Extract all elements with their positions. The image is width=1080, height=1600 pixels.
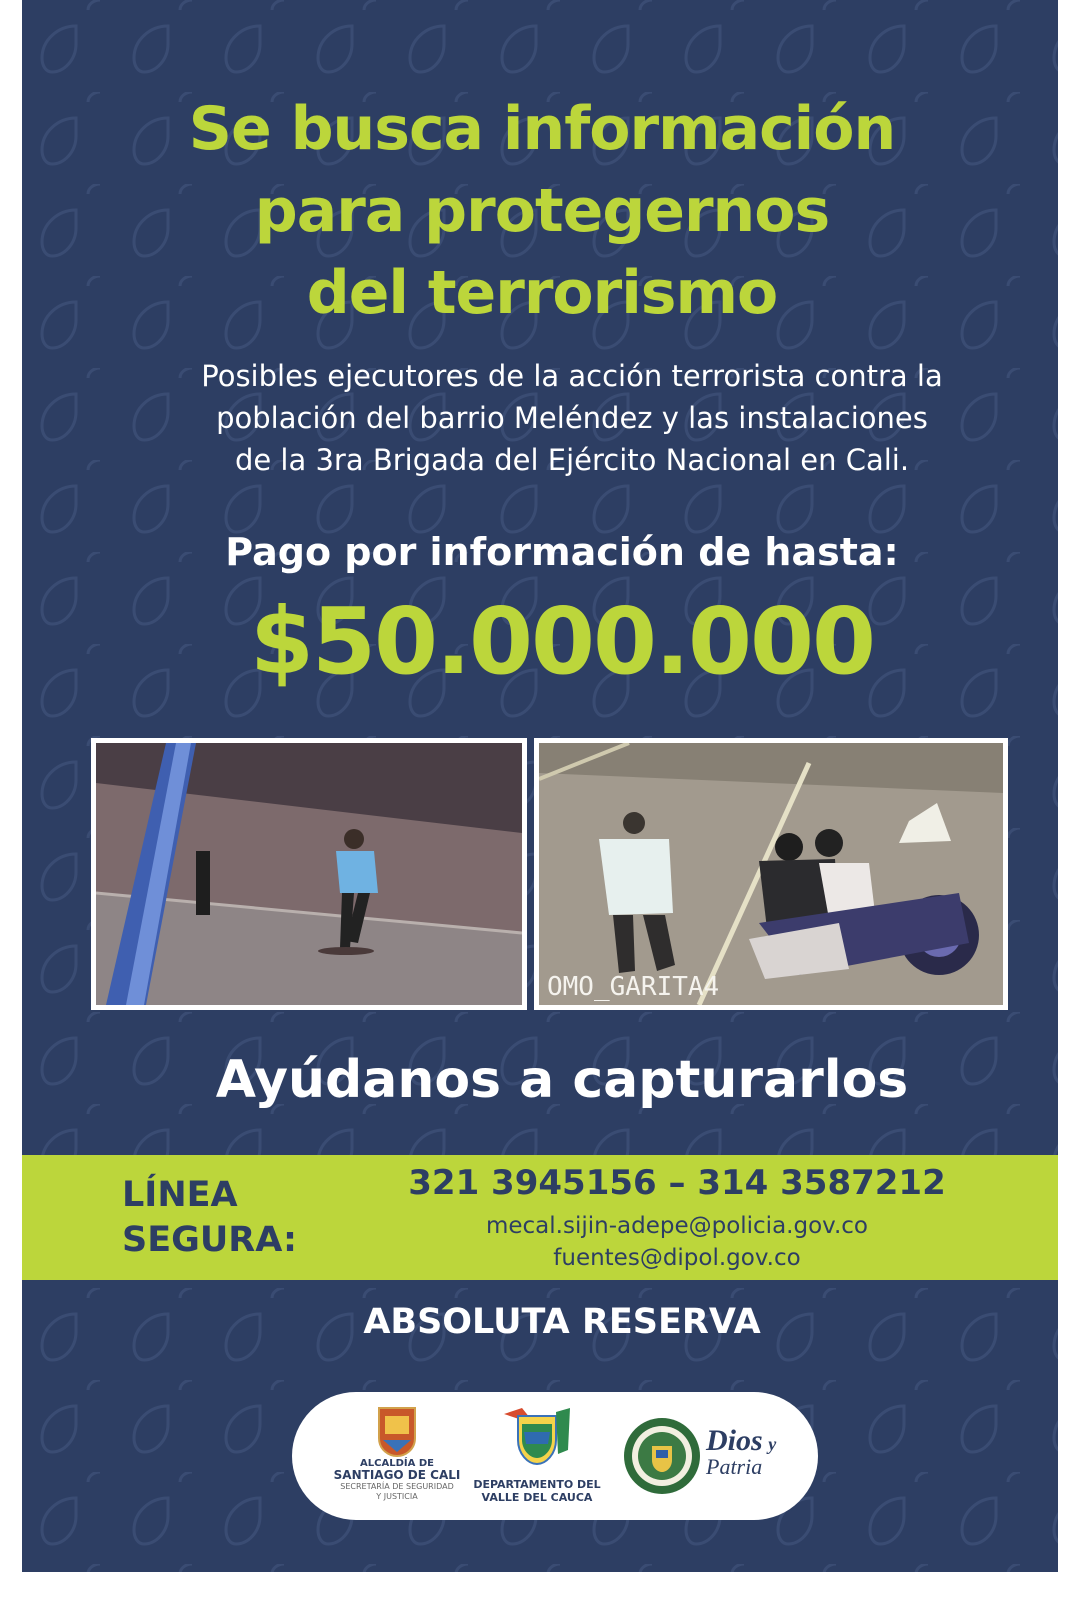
cali-line-1: ALCALDÍA DE — [360, 1458, 434, 1469]
headline-line-3: del terrorismo — [306, 258, 778, 328]
reward-label: Pago por información de hasta: — [225, 530, 899, 574]
cali-logo-text — [312, 1458, 482, 1502]
camera-caption: OMO_GARITA4 — [547, 972, 720, 1002]
subtitle-line-2: población del barrio Meléndez y las instalaciones — [216, 401, 928, 435]
motto-patria: Patria — [706, 1454, 763, 1479]
reserve-notice: ABSOLUTA RESERVA — [363, 1302, 761, 1342]
street-scene-right — [539, 743, 1003, 1005]
headline-line-2: para protegernos — [254, 176, 830, 246]
cali-line-4: Y JUSTICIA — [376, 1492, 418, 1501]
valle-logo-text — [462, 1478, 612, 1504]
street-scene-left — [96, 743, 522, 1005]
valle-del-cauca-shield-icon — [500, 1406, 574, 1468]
cali-line-2: SANTIAGO DE CALI — [333, 1468, 461, 1482]
safe-line-label — [122, 1173, 297, 1263]
cali-line-3: SECRETARÍA DE SEGURIDAD — [340, 1482, 454, 1491]
suspect-photo-right — [534, 738, 1008, 1010]
suspect-photo-left — [91, 738, 527, 1010]
safe-line-label-2: SEGURA: — [122, 1220, 297, 1260]
motto-dios: Dios — [706, 1424, 763, 1457]
subtitle-line-3: de la 3ra Brigada del Ejército Nacional en Cali. — [234, 443, 910, 477]
logo-bar — [292, 1392, 818, 1520]
email-sijin: mecal.sijin-adepe@policia.gov.co — [485, 1213, 869, 1239]
poster — [22, 0, 1058, 1572]
reward-amount: $50.000.000 — [249, 588, 875, 695]
valle-line-2: VALLE DEL CAUCA — [481, 1491, 593, 1504]
headline-line-1: Se busca información — [188, 94, 896, 164]
police-seal-icon — [622, 1416, 702, 1496]
subtitle — [112, 355, 1032, 481]
motto-y: y — [768, 1434, 777, 1454]
valle-line-1: DEPARTAMENTO DEL — [473, 1478, 601, 1491]
safe-line-label-1: LÍNEA — [122, 1175, 238, 1215]
call-to-action: Ayúdanos a capturarlos — [215, 1050, 909, 1110]
headline — [82, 88, 1002, 334]
email-dipol: fuentes@dipol.gov.co — [553, 1245, 801, 1271]
dios-y-patria-motto — [706, 1424, 796, 1480]
contact-band — [22, 1155, 1058, 1280]
phone-numbers: 321 3945156 – 314 3587212 — [408, 1163, 946, 1203]
cali-shield-icon — [377, 1406, 417, 1458]
subtitle-line-1: Posibles ejecutores de la acción terrorista contra la — [201, 359, 943, 393]
